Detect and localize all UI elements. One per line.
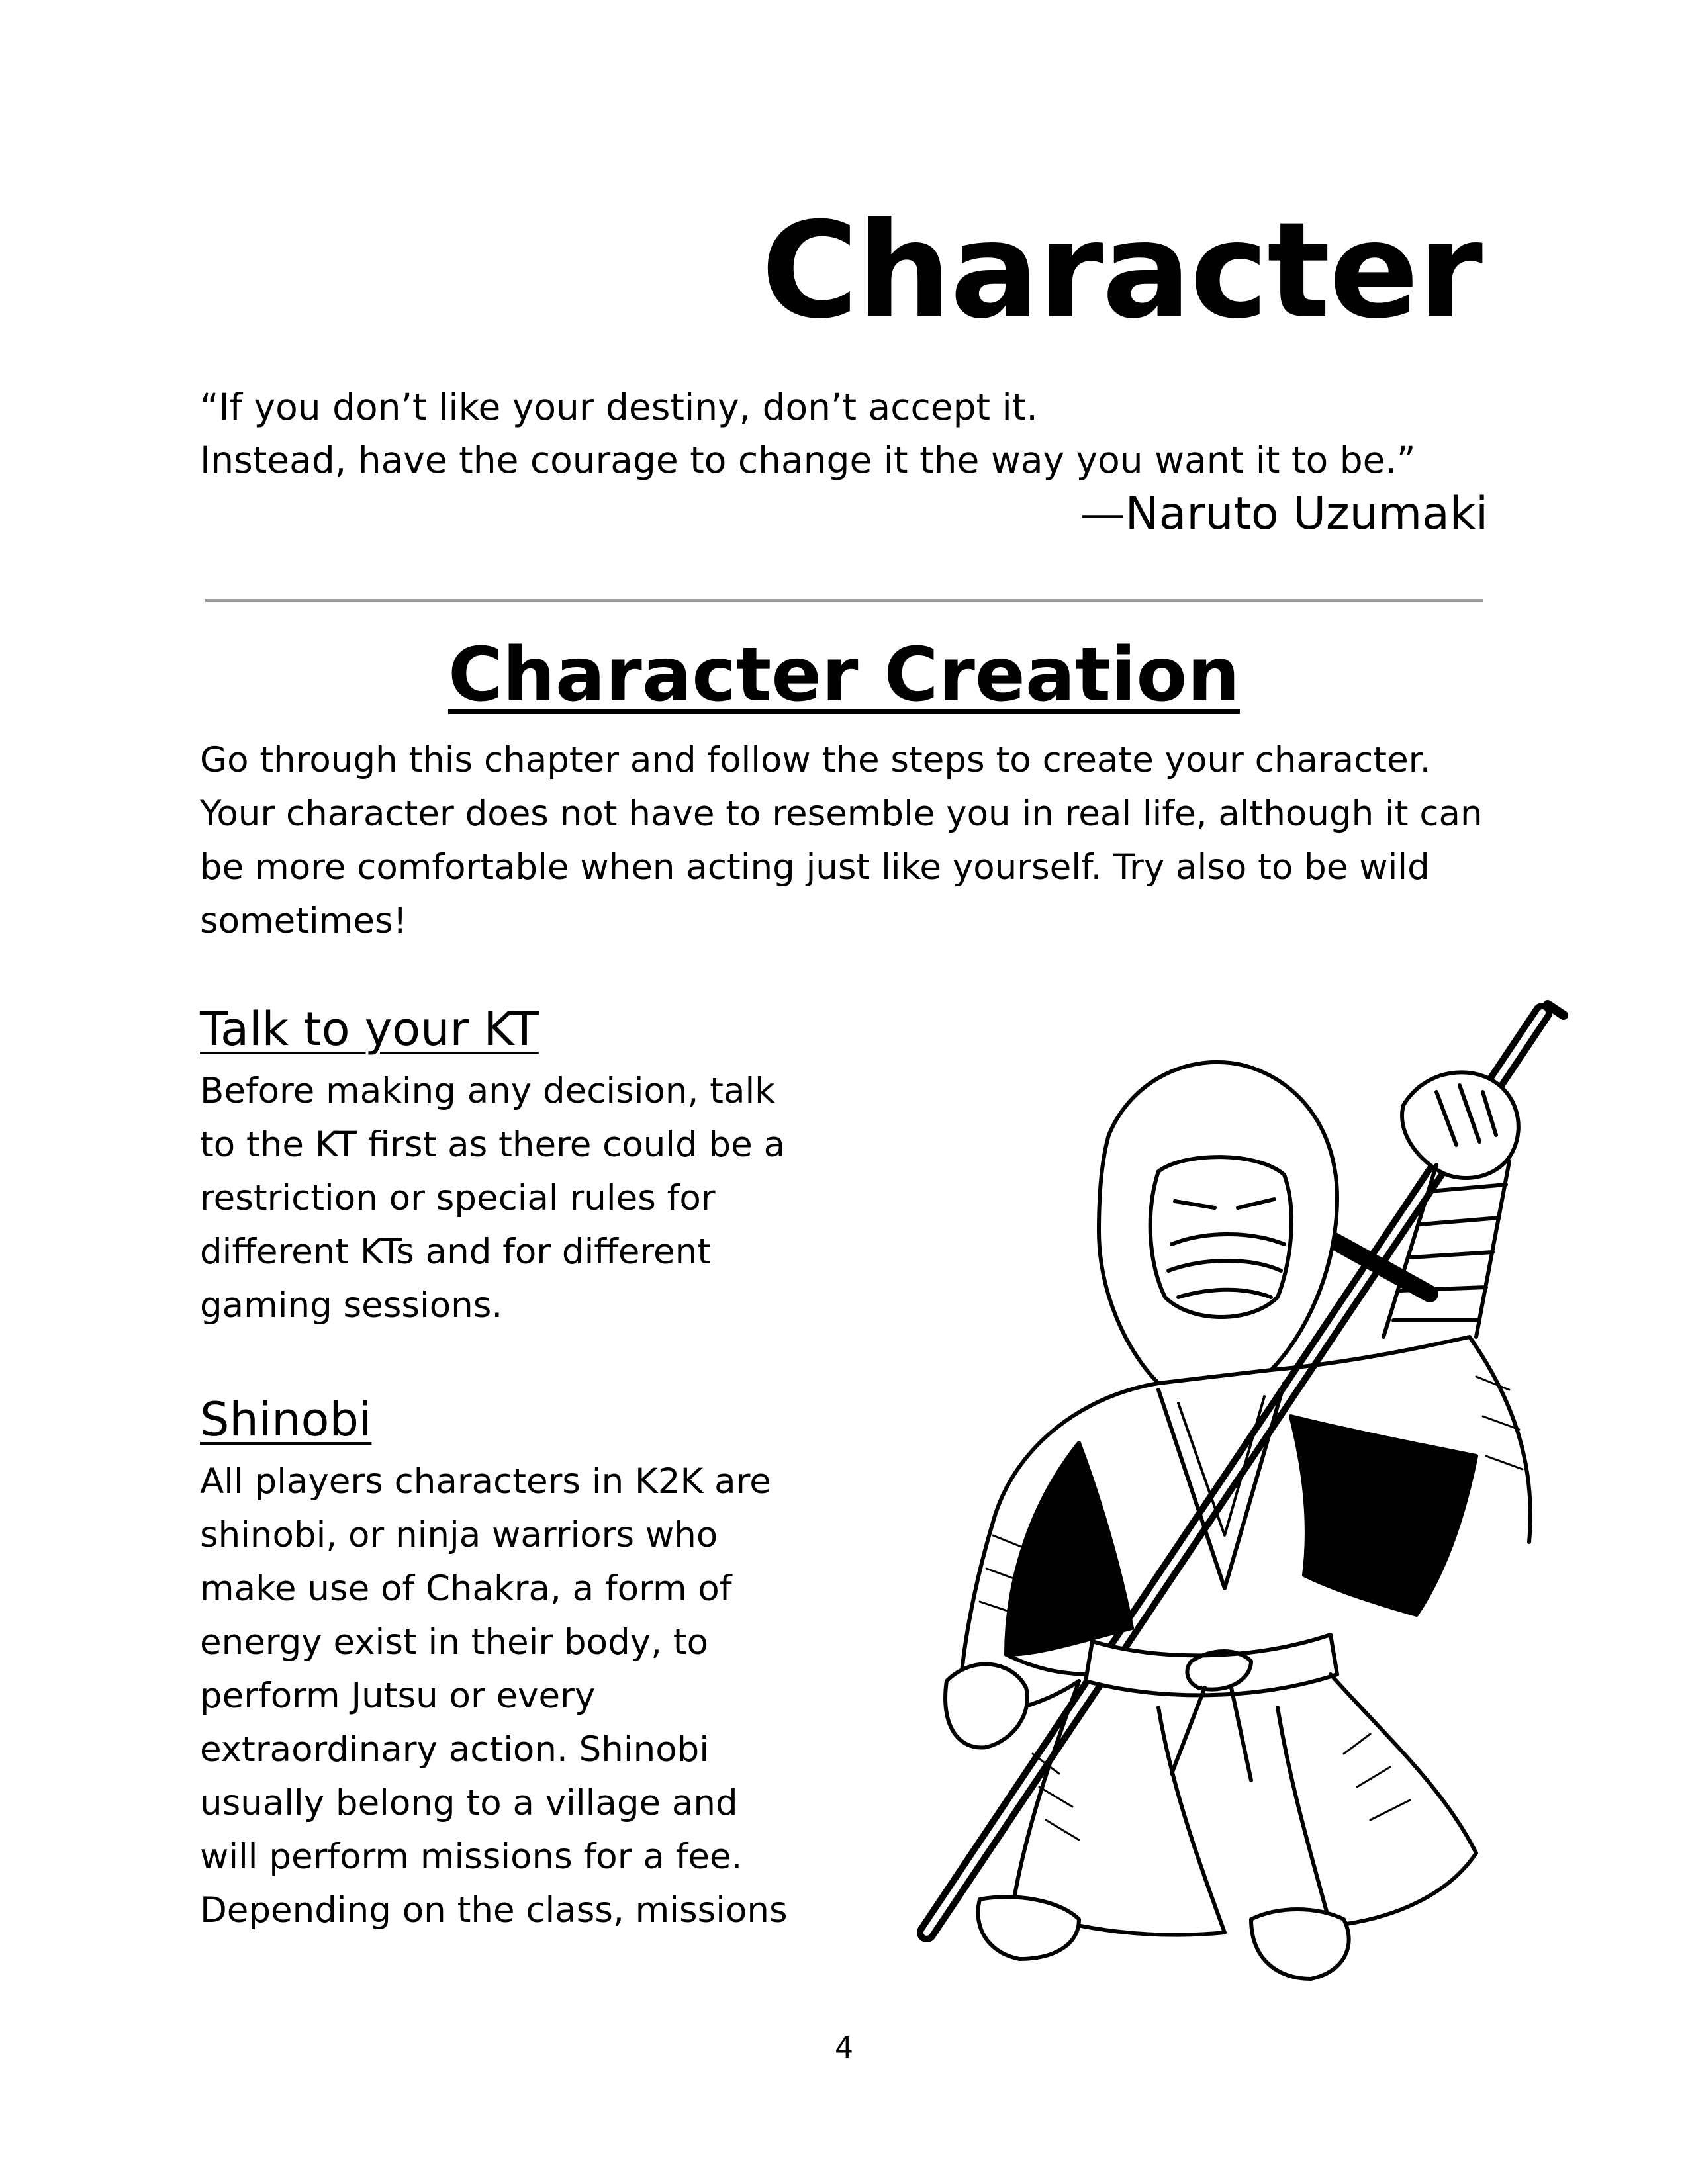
chapter-title: Character bbox=[761, 194, 1481, 348]
subsection-heading-kt: Talk to your KT bbox=[200, 1002, 539, 1056]
epigraph-quote bbox=[200, 381, 1491, 486]
subsection-body-shinobi: All players characters in K2K are shinobi, or ninja warriors who make use of Chakra, a form of energy exist in their body, to perform Jutsu or every extraordinary action. Shinobi usually belong to a village and will perform missions for a fee. Depending on the class, missions bbox=[200, 1461, 788, 1931]
subsection-body-kt: Before making any decision, talk to the KT first as there could be a restriction or special rules for different KTs and for different gaming sessions. bbox=[200, 1071, 786, 1326]
epigraph-line-1: “If you don’t like your destiny, don’t accept it. bbox=[200, 386, 1038, 428]
section-divider bbox=[205, 599, 1483, 602]
epigraph-attribution: —Naruto Uzumaki bbox=[1080, 488, 1488, 540]
subsection-heading-shinobi: Shinobi bbox=[200, 1392, 372, 1447]
page-number: 4 bbox=[835, 2031, 853, 2065]
epigraph-line-2: Instead, have the courage to change it the way you want it to be.” bbox=[200, 439, 1416, 481]
section-intro: Go through this chapter and follow the steps to create your character. Your character does not have to resemble you in real life, although it can be more comfortable when acting just like yourself. Try also to be wild sometimes! bbox=[200, 740, 1483, 941]
section-title: Character Creation bbox=[447, 632, 1240, 718]
ninja-illustration-icon bbox=[880, 993, 1622, 2012]
